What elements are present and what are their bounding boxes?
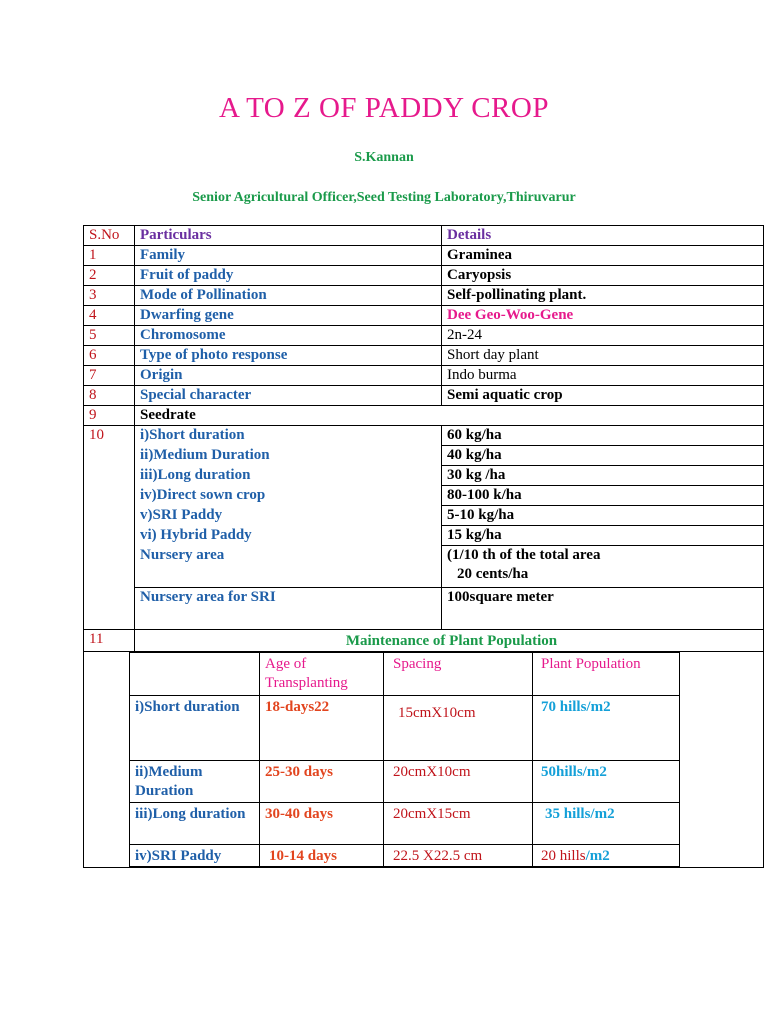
paddy-facts-table bbox=[83, 225, 764, 868]
row-detail: Dee Geo-Woo-Gene bbox=[442, 306, 764, 326]
row-particular: Mode of Pollination bbox=[135, 286, 442, 306]
population-row-spacer bbox=[680, 696, 763, 761]
row-sno: 4 bbox=[84, 306, 135, 326]
nursery-row bbox=[84, 546, 764, 588]
seedrate-value: 30 kg /ha bbox=[442, 466, 764, 486]
header-age: Age of Transplanting bbox=[260, 653, 384, 696]
maintenance-title-row bbox=[84, 630, 764, 652]
nursery-sri-row bbox=[84, 588, 764, 630]
seedrate-label: ii)Medium Duration bbox=[135, 446, 442, 466]
row-sno: 1 bbox=[84, 246, 135, 266]
seedrate-label: iii)Long duration bbox=[135, 466, 442, 486]
population-row-spacer bbox=[680, 845, 763, 867]
seedrate-value: 15 kg/ha bbox=[442, 526, 764, 546]
population-age: 18-days22 bbox=[260, 696, 384, 761]
row-particular: Type of photo response bbox=[135, 346, 442, 366]
nursery-sri-label: Nursery area for SRI bbox=[135, 588, 442, 630]
row-particular: Seedrate bbox=[135, 406, 764, 426]
row-particular: Family bbox=[135, 246, 442, 266]
row-sno: 3 bbox=[84, 286, 135, 306]
table-row bbox=[84, 286, 764, 306]
population-row bbox=[130, 803, 763, 845]
nursery-value-line-2: 20 cents/ha bbox=[457, 566, 529, 582]
table-row bbox=[84, 306, 764, 326]
nursery-sri-value: 100square meter bbox=[442, 588, 764, 630]
seedrate-value: 80-100 k/ha bbox=[442, 486, 764, 506]
seedrate-row bbox=[84, 466, 764, 486]
population-header-blank bbox=[130, 653, 260, 696]
author-designation: Senior Agricultural Officer,Seed Testing Laboratory,Thiruvarur bbox=[192, 190, 576, 205]
population-row-spacer bbox=[680, 761, 763, 803]
table-row bbox=[84, 346, 764, 366]
population-row bbox=[130, 761, 763, 803]
header-particulars: Particulars bbox=[135, 226, 442, 246]
row-particular: Origin bbox=[135, 366, 442, 386]
row-sno: 6 bbox=[84, 346, 135, 366]
seedrate-sno: 10 bbox=[84, 426, 135, 630]
header-population: Plant Population bbox=[533, 653, 680, 696]
population-value bbox=[533, 845, 680, 867]
seedrate-value: 60 kg/ha bbox=[442, 426, 764, 446]
seedrate-row bbox=[84, 506, 764, 526]
row-particular: Dwarfing gene bbox=[135, 306, 442, 326]
seedrate-label: iv)Direct sown crop bbox=[135, 486, 442, 506]
row-sno: 2 bbox=[84, 266, 135, 286]
row-particular: Chromosome bbox=[135, 326, 442, 346]
header-spacing: Spacing bbox=[384, 653, 533, 696]
row-particular: Special character bbox=[135, 386, 442, 406]
population-value: 35 hills/m2 bbox=[533, 803, 680, 845]
population-age: 30-40 days bbox=[260, 803, 384, 845]
population-value-unit: /m2 bbox=[585, 848, 610, 864]
row-detail: Graminea bbox=[442, 246, 764, 266]
nursery-value bbox=[442, 546, 764, 588]
row-detail: Indo burma bbox=[442, 366, 764, 386]
maintenance-title: Maintenance of Plant Population bbox=[135, 630, 764, 652]
population-duration: i)Short duration bbox=[130, 696, 260, 761]
seedrate-label: vi) Hybrid Paddy bbox=[135, 526, 442, 546]
seedrate-row bbox=[84, 426, 764, 446]
table-header-row bbox=[84, 226, 764, 246]
header-sno: S.No bbox=[84, 226, 135, 246]
population-header-row bbox=[130, 653, 763, 696]
table-row bbox=[84, 386, 764, 406]
table-row bbox=[84, 246, 764, 266]
row-detail: Caryopsis bbox=[442, 266, 764, 286]
maintenance-container bbox=[84, 652, 764, 868]
row-detail: 2n-24 bbox=[442, 326, 764, 346]
population-row-spacer bbox=[680, 803, 763, 845]
population-value: 70 hills/m2 bbox=[533, 696, 680, 761]
row-detail: Semi aquatic crop bbox=[442, 386, 764, 406]
population-age: 25-30 days bbox=[260, 761, 384, 803]
population-age: 10-14 days bbox=[260, 845, 384, 867]
header-details: Details bbox=[442, 226, 764, 246]
seedrate-label: i)Short duration bbox=[135, 426, 442, 446]
row-sno: 9 bbox=[84, 406, 135, 426]
population-row bbox=[130, 845, 763, 867]
row-detail: Self-pollinating plant. bbox=[442, 286, 764, 306]
population-spacing: 20cmX15cm bbox=[384, 803, 533, 845]
seedrate-row bbox=[84, 526, 764, 546]
population-header-spacer bbox=[680, 653, 763, 696]
seedrate-value: 5-10 kg/ha bbox=[442, 506, 764, 526]
document-title: A TO Z OF PADDY CROP bbox=[219, 92, 549, 124]
nursery-value-line-1: (1/10 th of the total area bbox=[447, 547, 601, 563]
population-value-count: 20 hills bbox=[541, 848, 586, 864]
population-duration: iv)SRI Paddy bbox=[130, 845, 260, 867]
row-detail: Short day plant bbox=[442, 346, 764, 366]
table-row bbox=[84, 366, 764, 386]
author-name: S.Kannan bbox=[354, 150, 414, 165]
maintenance-sno: 11 bbox=[84, 630, 135, 652]
population-spacing: 20cmX10cm bbox=[384, 761, 533, 803]
population-spacing: 15cmX10cm bbox=[384, 696, 533, 761]
population-row bbox=[130, 696, 763, 761]
population-duration: iii)Long duration bbox=[130, 803, 260, 845]
seedrate-row bbox=[84, 446, 764, 466]
row-particular: Fruit of paddy bbox=[135, 266, 442, 286]
row-sno: 5 bbox=[84, 326, 135, 346]
row-sno: 8 bbox=[84, 386, 135, 406]
row-sno: 7 bbox=[84, 366, 135, 386]
population-spacing: 22.5 X22.5 cm bbox=[384, 845, 533, 867]
population-value: 50hills/m2 bbox=[533, 761, 680, 803]
table-row bbox=[84, 326, 764, 346]
population-duration: ii)Medium Duration bbox=[130, 761, 260, 803]
seedrate-label: v)SRI Paddy bbox=[135, 506, 442, 526]
table-row bbox=[84, 406, 764, 426]
seedrate-row bbox=[84, 486, 764, 506]
table-row bbox=[84, 266, 764, 286]
nursery-label: Nursery area bbox=[135, 546, 442, 588]
seedrate-value: 40 kg/ha bbox=[442, 446, 764, 466]
plant-population-table bbox=[129, 652, 763, 867]
maintenance-table-row bbox=[84, 652, 764, 868]
